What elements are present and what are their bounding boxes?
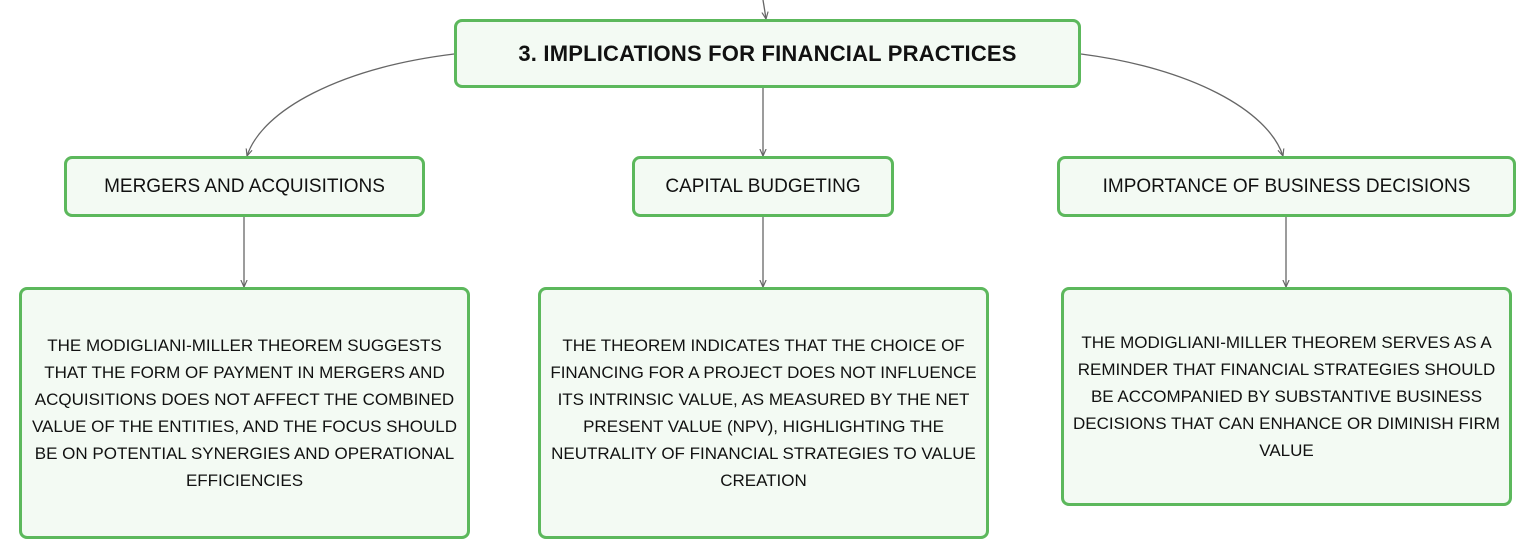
root-title: 3. IMPLICATIONS FOR FINANCIAL PRACTICES xyxy=(518,40,1017,66)
detail-text: THE THEOREM INDICATES THAT THE CHOICE OF FINANCING FOR A PROJECT DOES NOT INFLUENCE ITS INTRINSIC VALUE, AS MEASURED BY THE NET PRESENT VALUE (NPV), HIGHLIGHTING THE NEUTRALITY OF FINANCIAL STRATEGIES TO VALUE CREATION xyxy=(550,336,977,490)
connector-root-to-mergers xyxy=(247,54,454,156)
detail-text: THE MODIGLIANI-MILLER THEOREM SERVES AS A REMINDER THAT FINANCIAL STRATEGIES SHOULD BE ACCOMPANIED BY SUBSTANTIVE BUSINESS DECISIONS THAT CAN ENHANCE OR DIMINISH FIRM VALUE xyxy=(1073,333,1500,460)
topic-node-capital-budgeting[interactable] xyxy=(632,156,894,217)
detail-text: THE MODIGLIANI-MILLER THEOREM SUGGESTS THAT THE FORM OF PAYMENT IN MERGERS AND ACQUISITIONS DOES NOT AFFECT THE COMBINED VALUE OF THE ENTITIES, AND THE FOCUS SHOULD BE ON POTENTIAL SYNERGIES AND OPERATIONAL EFFICIENCIES xyxy=(31,336,458,490)
detail-node-mergers-and-acquisitions[interactable] xyxy=(19,287,470,539)
topic-node-mergers-and-acquisitions[interactable] xyxy=(64,156,425,217)
topic-label: CAPITAL BUDGETING xyxy=(665,175,861,197)
detail-node-importance-of-business-decisions[interactable] xyxy=(1061,287,1512,506)
root-node[interactable] xyxy=(454,19,1081,88)
connector-from-parent xyxy=(763,0,766,19)
connector-root-to-business-decisions xyxy=(1081,54,1283,156)
topic-label: MERGERS AND ACQUISITIONS xyxy=(104,175,385,197)
topic-node-importance-of-business-decisions[interactable] xyxy=(1057,156,1516,217)
topic-label: IMPORTANCE OF BUSINESS DECISIONS xyxy=(1102,175,1471,197)
detail-node-capital-budgeting[interactable] xyxy=(538,287,989,539)
